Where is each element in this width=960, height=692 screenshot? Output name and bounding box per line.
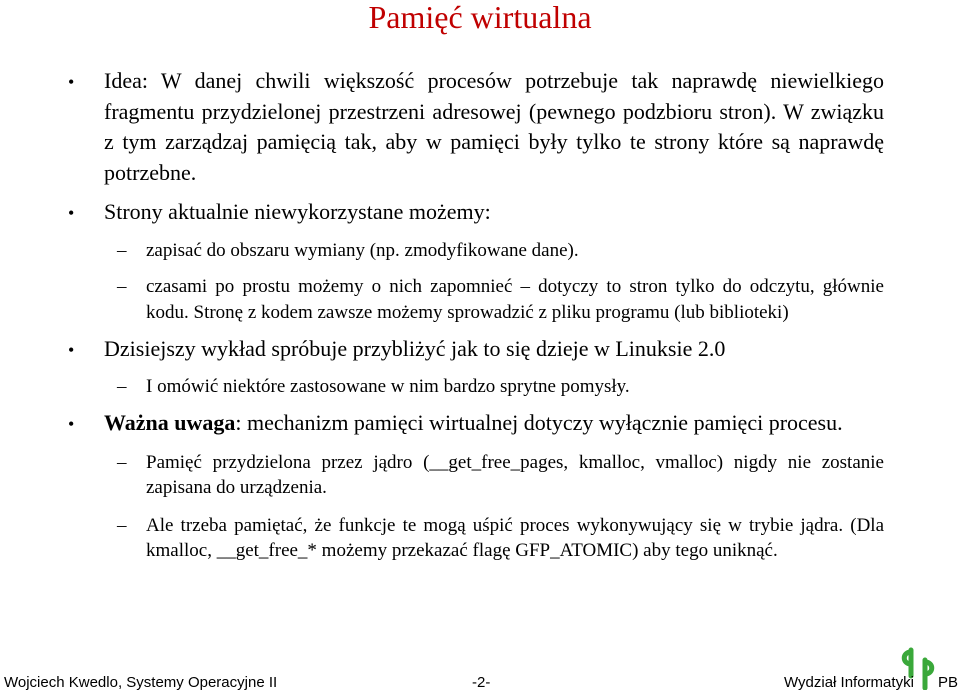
bullet-strong-text: Ważna uwaga — [104, 410, 236, 435]
bullet-text: : mechanizm pamięci wirtualnej dotyczy wyłącznie pamięci procesu. — [235, 410, 843, 435]
subbullet-swap — [117, 238, 884, 264]
bullet-marker: • — [68, 203, 75, 223]
dash-marker: – — [117, 514, 127, 536]
subbullet-text: Ale trzeba pamiętać, że funkcje te mogą uśpić proces wykonywujący się w trybie jądra. (Dla kmalloc, __get_free_* możemy przekazać flagę GFP_ATOMIC) aby tego uniknąć. — [146, 514, 884, 561]
subbullet-sleep — [117, 513, 884, 564]
dash-marker: – — [117, 375, 127, 397]
page-title: Pamięć wirtualna — [368, 0, 592, 35]
bullet-unused-pages — [68, 197, 884, 228]
bullet-marker: • — [68, 340, 75, 360]
subbullet-text: zapisać do obszaru wymiany (np. zmodyfikowane dane). — [146, 239, 579, 261]
bullet-marker: • — [68, 414, 75, 434]
footer-author: Wojciech Kwedlo, Systemy Operacyjne II — [4, 674, 278, 691]
bullet-text: Strony aktualnie niewykorzystane możemy: — [104, 199, 491, 224]
subbullet-forget — [117, 274, 884, 325]
dash-marker: – — [117, 276, 127, 297]
footer-pb: PB — [938, 674, 959, 691]
footer-faculty: Wydział Informatyki — [784, 674, 914, 691]
bullet-important-note — [68, 408, 884, 439]
bullet-idea — [68, 66, 884, 188]
subbullet-kernel-memory — [117, 450, 884, 501]
footer-page-number: -2- — [472, 674, 491, 691]
slide-content — [0, 60, 960, 564]
bullet-text: Dzisiejszy wykład spróbuje przybliżyć jak to się dzieje w Linuksie 2.0 — [104, 336, 726, 361]
dash-marker: – — [117, 239, 127, 261]
bullet-lecture — [68, 334, 884, 365]
footer — [0, 672, 960, 690]
subbullet-text: I omówić niektóre zastosowane w nim bardzo sprytne pomysły. — [146, 375, 630, 397]
dash-marker: – — [117, 451, 127, 473]
bullet-text: Idea: W danej chwili większość procesów potrzebuje tak naprawdę niewielkiego fragmentu przydzielonej przestrzeni adresowej (pewnego podzbioru stron). W związku z tym zarządzaj pamięcią tak, aby w pamięci były tylko te strony które są naprawdę potrzebne. — [104, 68, 884, 185]
subbullet-text: Pamięć przydzielona przez jądro (__get_free_pages, kmalloc, vmalloc) nigdy nie zostanie zapisana do urządzenia. — [146, 451, 884, 498]
bullet-marker: • — [68, 72, 75, 92]
subbullet-text: czasami po prostu możemy o nich zapomnieć – dotyczy to stron tylko do odczytu, głównie kodu. Stronę z kodem zawsze możemy sprowadzić z pliku programu (lub biblioteki) — [146, 276, 884, 323]
subbullet-ideas — [117, 374, 884, 400]
